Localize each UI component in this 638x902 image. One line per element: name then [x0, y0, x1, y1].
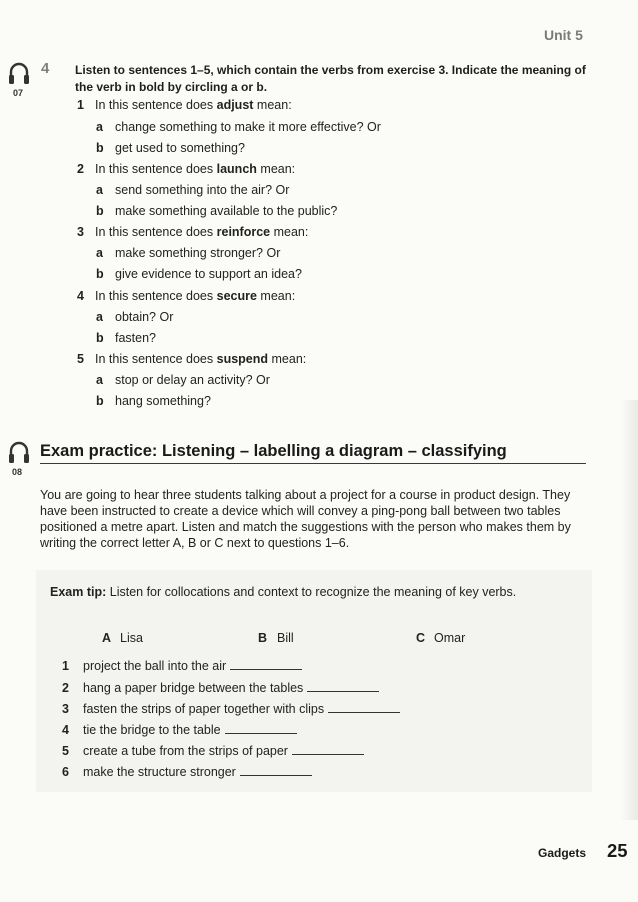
exercise-instruction: Listen to sentences 1–5, which contain the verbs from exercise 3. Indicate the meaning of the verb in bold by circling a or b. [75, 62, 586, 94]
question-suffix: mean: [271, 351, 307, 366]
answer-blank [225, 733, 297, 734]
option-text: fasten? [115, 330, 157, 345]
question-text [95, 286, 295, 307]
answer-option [0, 180, 638, 201]
section-title: Exam practice: Listening – labelling a diagram – classifying [40, 442, 507, 460]
answer-blank [230, 669, 302, 670]
question-text [95, 159, 295, 180]
answer-option [0, 328, 638, 349]
matching-question-text [83, 678, 379, 699]
audio-track-number: 07 [13, 88, 24, 98]
matching-question-number: 2 [62, 680, 69, 695]
matching-question [0, 741, 638, 762]
matching-question [0, 656, 638, 677]
option-text: obtain? Or [115, 309, 174, 324]
option-text: make something stronger? Or [115, 246, 281, 261]
matching-question-label: fasten the strips of paper together with clips [83, 701, 325, 716]
question-suffix: mean: [256, 98, 292, 113]
answer-option [0, 201, 638, 222]
unit-label: Unit 5 [544, 27, 583, 43]
answer-option [0, 117, 638, 138]
question-number: 5 [77, 351, 84, 366]
question-verb: secure [216, 288, 257, 303]
matching-question-number: 4 [62, 722, 69, 737]
matching-question-text [83, 762, 312, 783]
matching-question-text [83, 656, 302, 677]
matching-question [0, 762, 638, 783]
matching-question-number: 6 [62, 765, 69, 780]
question-number: 2 [77, 161, 84, 176]
option-letter: b [96, 204, 104, 219]
question-suffix: mean: [273, 225, 309, 240]
option-text: get used to something? [115, 140, 245, 155]
speaker-name: Lisa [120, 631, 143, 645]
question-number: 1 [77, 98, 84, 113]
matching-question-text [83, 741, 364, 762]
footer-section-title: Gadgets [538, 846, 587, 860]
headphones-icon [8, 440, 30, 466]
page-number: 25 [607, 840, 628, 861]
question-prefix: In this sentence does [95, 288, 214, 303]
question-suffix: mean: [260, 161, 296, 176]
speaker-letter: C [416, 631, 426, 645]
answer-blank [240, 775, 312, 776]
option-text: change something to make it more effective? Or [115, 119, 381, 134]
answer-blank [328, 712, 400, 713]
exam-tip-text: Listen for collocations and context to recognize the meaning of key verbs. [109, 585, 517, 599]
option-text: make something available to the public? [115, 204, 338, 219]
speaker-options [0, 630, 638, 646]
exercise-number: 4 [41, 60, 50, 77]
question-text [95, 222, 308, 243]
option-letter: b [96, 330, 104, 345]
question-item [0, 349, 638, 370]
question-prefix: In this sentence does [95, 225, 214, 240]
option-letter: a [96, 246, 103, 261]
option-letter: b [96, 140, 104, 155]
question-list [0, 95, 638, 412]
speaker-letter: B [258, 631, 268, 645]
option-letter: b [96, 267, 104, 282]
matching-question [0, 699, 638, 720]
audio-track-number: 08 [12, 467, 23, 477]
question-item [0, 286, 638, 307]
task-instructions: You are going to hear three students talking about a project for a course in product design. They have been instructed to create a device which will convey a ping-pong ball between two tables positioned a metre apart. Listen and match the suggestions with the person who makes them by writing the correct letter A, B or C next to questions 1–6. [40, 488, 571, 550]
matching-question-text [83, 699, 400, 720]
matching-question-label: tie the bridge to the table [83, 722, 221, 737]
question-item [0, 222, 638, 243]
matching-question [0, 720, 638, 741]
speaker-name: Omar [434, 631, 466, 645]
option-text: stop or delay an activity? Or [115, 373, 270, 388]
answer-option [0, 138, 638, 159]
question-text [95, 95, 292, 116]
option-text: give evidence to support an idea? [115, 267, 302, 282]
matching-question-list [0, 656, 638, 783]
question-item [0, 95, 638, 116]
question-verb: launch [216, 161, 257, 176]
question-number: 3 [77, 225, 84, 240]
option-text: send something into the air? Or [115, 182, 290, 197]
question-number: 4 [77, 288, 84, 303]
matching-question-label: make the structure stronger [83, 765, 236, 780]
question-item [0, 159, 638, 180]
speaker-letter: A [102, 631, 112, 645]
matching-question-label: project the ball into the air [83, 659, 227, 674]
question-suffix: mean: [260, 288, 296, 303]
option-text: hang something? [115, 394, 211, 409]
question-verb: reinforce [216, 225, 271, 240]
answer-blank [307, 691, 379, 692]
exam-tip-label: Exam tip: [50, 585, 107, 599]
matching-question-number: 1 [62, 659, 69, 674]
question-verb: suspend [216, 351, 269, 366]
answer-option [0, 391, 638, 412]
question-prefix: In this sentence does [95, 161, 214, 176]
answer-option [0, 243, 638, 264]
option-letter: a [96, 119, 103, 134]
option-letter: b [96, 394, 104, 409]
answer-option [0, 370, 638, 391]
question-text [95, 349, 306, 370]
matching-question [0, 678, 638, 699]
option-letter: a [96, 309, 103, 324]
headphones-icon [8, 61, 30, 87]
answer-blank [292, 754, 364, 755]
answer-option [0, 264, 638, 285]
question-prefix: In this sentence does [95, 98, 214, 113]
matching-question-text [83, 720, 297, 741]
option-letter: a [96, 373, 103, 388]
speaker-name: Bill [277, 631, 294, 645]
option-letter: a [96, 182, 103, 197]
matching-question-label: create a tube from the strips of paper [83, 744, 288, 759]
question-prefix: In this sentence does [95, 351, 214, 366]
answer-option [0, 307, 638, 328]
matching-question-number: 5 [62, 744, 69, 759]
matching-question-number: 3 [62, 701, 69, 716]
question-verb: adjust [216, 98, 254, 113]
exam-tip [50, 584, 516, 600]
title-underline [40, 463, 586, 464]
matching-question-label: hang a paper bridge between the tables [83, 680, 304, 695]
